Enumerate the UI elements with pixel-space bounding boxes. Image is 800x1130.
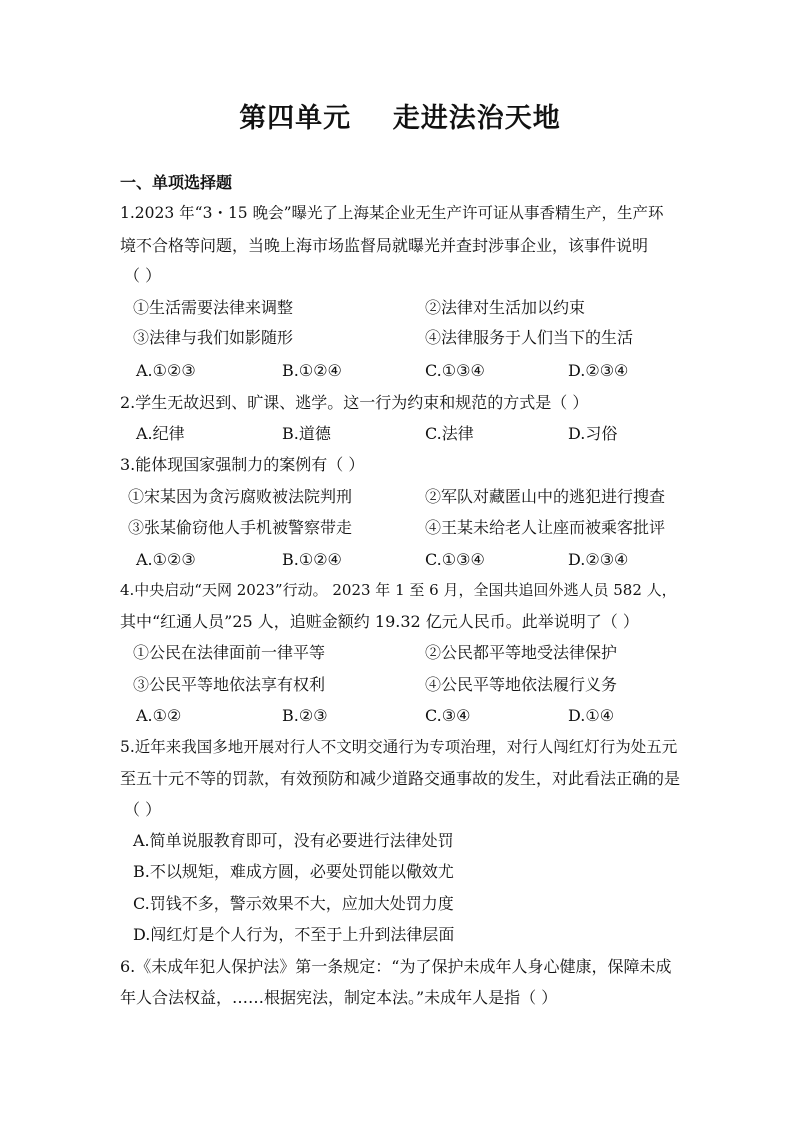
question-2-option-a[interactable]: A.纪律	[136, 424, 185, 443]
question-1-statement-1: ①生活需要法律来调整	[133, 298, 294, 317]
question-6-line-1: 6.《未成年犯人保护法》第一条规定：“为了保护未成年人身心健康，保障未成	[120, 957, 672, 976]
question-2-line-1: 2.学生无故迟到、旷课、逃学。这一行为约束和规范的方式是（ ）	[120, 393, 589, 412]
question-3-statement-2: ②军队对藏匿山中的逃犯进行搜查	[425, 487, 666, 506]
question-1-line-2: 境不合格等问题，当晚上海市场监督局就曝光并查封涉事企业，该事件说明	[120, 236, 649, 255]
question-1-answer-paren: （ ）	[124, 266, 162, 285]
question-1-option-b[interactable]: B.①②④	[282, 361, 342, 380]
question-3-statement-4: ④王某未给老人让座而被乘客批评	[425, 518, 666, 537]
question-1-statement-4: ④法律服务于人们当下的生活	[425, 328, 634, 347]
question-1-statement-3: ③法律与我们如影随形	[133, 328, 294, 347]
question-4-statement-1: ①公民在法律面前一律平等	[133, 643, 326, 662]
question-2-option-b[interactable]: B.道德	[282, 424, 331, 443]
question-4-option-b[interactable]: B.②③	[282, 706, 328, 725]
question-1-option-c[interactable]: C.①③④	[425, 361, 485, 380]
question-1-option-a[interactable]: A.①②③	[136, 361, 196, 380]
question-2-option-d[interactable]: D.习俗	[568, 424, 618, 443]
question-5-line-1: 5.近年来我国多地开展对行人不文明交通行为专项治理，对行人闯红灯行为处五元	[120, 738, 678, 756]
question-3-option-d[interactable]: D.②③④	[568, 550, 629, 569]
question-4-line-2: 其中“红通人员”25 人，追赃金额约 19.32 亿元人民币。此举说明了（ ）	[120, 612, 639, 631]
question-5-option-d[interactable]: D.闯红灯是个人行为，不至于上升到法律层面	[133, 925, 455, 944]
question-1-statement-2: ②法律对生活加以约束	[425, 298, 586, 317]
question-4-statement-2: ②公民都平等地受法律保护	[425, 643, 618, 662]
page-title: 第四单元 走进法治天地	[239, 103, 561, 134]
question-3-option-b[interactable]: B.①②④	[282, 550, 342, 569]
question-5-line-2: 至五十元不等的罚款，有效预防和减少道路交通事故的发生，对此看法正确的是	[120, 769, 681, 788]
question-1-option-d[interactable]: D.②③④	[568, 361, 629, 380]
question-4-option-a[interactable]: A.①②	[136, 706, 182, 725]
section-heading: 一、单项选择题	[120, 173, 233, 192]
question-2-option-c[interactable]: C.法律	[425, 424, 474, 443]
question-5-answer-paren: （ ）	[124, 800, 162, 819]
question-3-option-a[interactable]: A.①②③	[136, 550, 196, 569]
question-5-option-c[interactable]: C.罚钱不多，警示效果不大，应加大处罚力度	[133, 894, 454, 913]
question-3-statement-1: ①宋某因为贪污腐败被法院判刑	[128, 487, 353, 506]
question-4-statement-4: ④公民平等地依法履行义务	[425, 675, 618, 694]
question-4-statement-3: ③公民平等地依法享有权利	[133, 675, 326, 694]
question-4-option-c[interactable]: C.③④	[425, 706, 471, 725]
question-5-option-a[interactable]: A.简单说服教育即可，没有必要进行法律处罚	[133, 831, 454, 850]
question-3-line-1: 3.能体现国家强制力的案例有（ ）	[120, 455, 365, 474]
question-4-option-d[interactable]: D.①④	[568, 706, 615, 725]
question-5-option-b[interactable]: B.不以规矩，难成方圆，必要处罚能以儆效尤	[133, 862, 454, 881]
question-4-line-1: 4.中央启动“天网 2023”行动。 2023 年 1 至 6 月，全国共追回外逃人员 582 人，	[120, 581, 677, 599]
question-3-statement-3: ③张某偷窃他人手机被警察带走	[128, 518, 353, 537]
question-3-option-c[interactable]: C.①③④	[425, 550, 485, 569]
question-1-line-1: 1.2023 年“3・15 晚会”曝光了上海某企业无生产许可证从事香精生产，生产环	[120, 204, 664, 222]
question-6-line-2: 年人合法权益，……根据宪法，制定本法。”未成年人是指（ ）	[120, 988, 558, 1007]
